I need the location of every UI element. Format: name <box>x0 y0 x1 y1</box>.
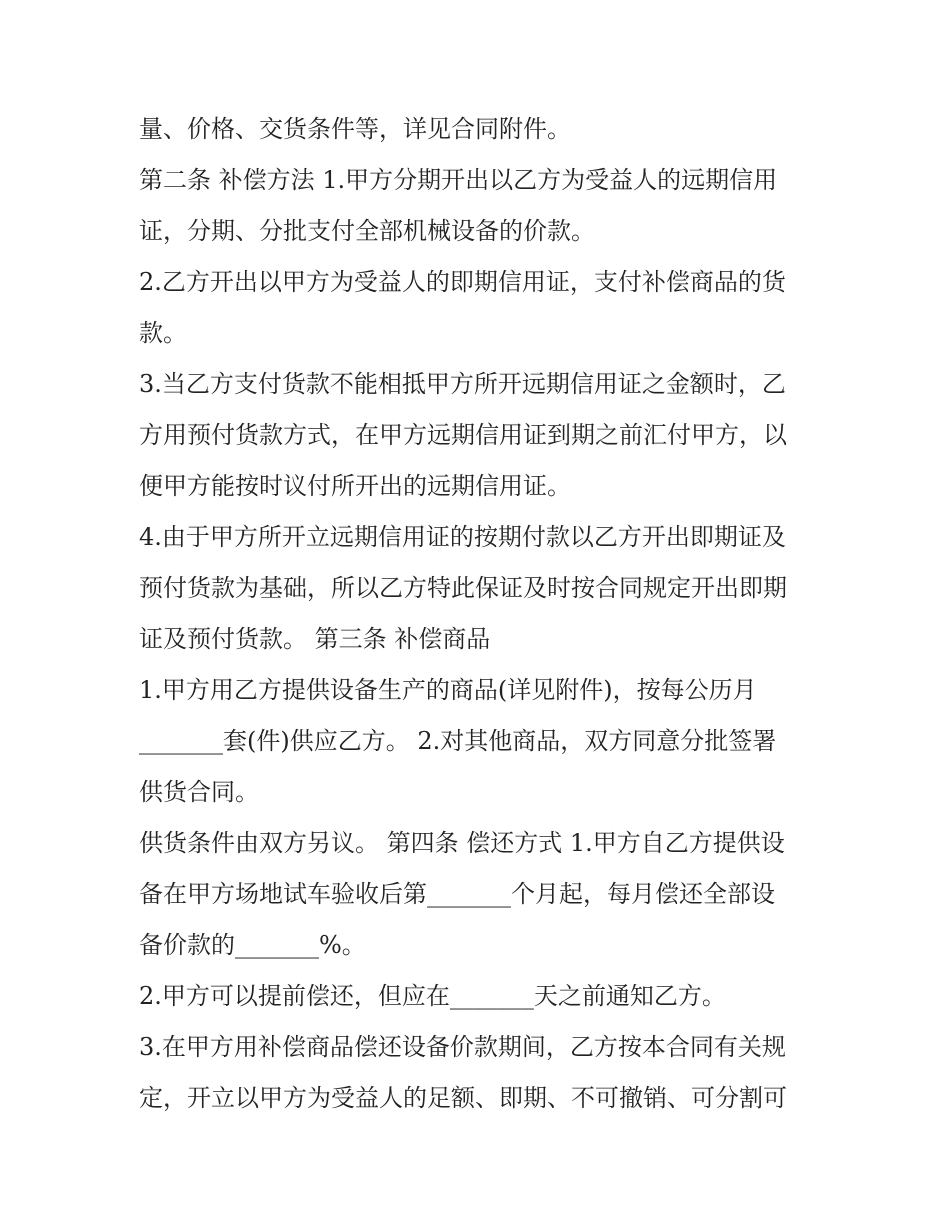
text-line: _______套(件)供应乙方。 2.对其他商品，双方同意分批签署 <box>139 727 777 755</box>
text-line: 备在甲方场地试车验收后第_______个月起，每月偿还全部设 <box>139 880 775 908</box>
text-line: 4.由于甲方所开立远期信用证的按期付款以乙方开出即期证及 <box>139 523 786 551</box>
text-line: 证，分期、分批支付全部机械设备的价款。 <box>139 217 595 245</box>
text-line: 3.当乙方支付货款不能相抵甲方所开远期信用证之金额时，乙 <box>139 370 786 398</box>
contract-text <box>139 104 829 1124</box>
text-line: 2.乙方开出以甲方为受益人的即期信用证，支付补偿商品的货 <box>139 268 786 296</box>
text-line: 量、价格、交货条件等，详见合同附件。 <box>139 115 571 143</box>
text-line: 供货合同。 <box>139 778 259 806</box>
text-line: 2.甲方可以提前偿还，但应在_______天之前通知乙方。 <box>139 982 726 1010</box>
text-line: 方用预付货款方式，在甲方远期信用证到期之前汇付甲方，以 <box>139 421 787 449</box>
text-line: 定，开立以甲方为受益人的足额、即期、不可撤销、可分割可 <box>139 1084 787 1112</box>
text-line: 便甲方能按时议付所开出的远期信用证。 <box>139 472 571 500</box>
text-line: 供货条件由双方另议。 第四条 偿还方式 1.甲方自乙方提供设 <box>139 829 785 857</box>
text-line: 3.在甲方用补偿商品偿还设备价款期间，乙方按本合同有关规 <box>139 1033 786 1061</box>
text-line: 证及预付货款。 第三条 补偿商品 <box>139 625 491 653</box>
text-line: 款。 <box>139 319 187 347</box>
text-line: 1.甲方用乙方提供设备生产的商品(详见附件)，按每公历月 <box>139 676 757 704</box>
text-line: 预付货款为基础，所以乙方特此保证及时按合同规定开出即期 <box>139 574 787 602</box>
text-line: 第二条 补偿方法 1.甲方分期开出以乙方为受益人的远期信用 <box>139 166 778 194</box>
text-line: 备价款的_______%。 <box>139 931 366 959</box>
